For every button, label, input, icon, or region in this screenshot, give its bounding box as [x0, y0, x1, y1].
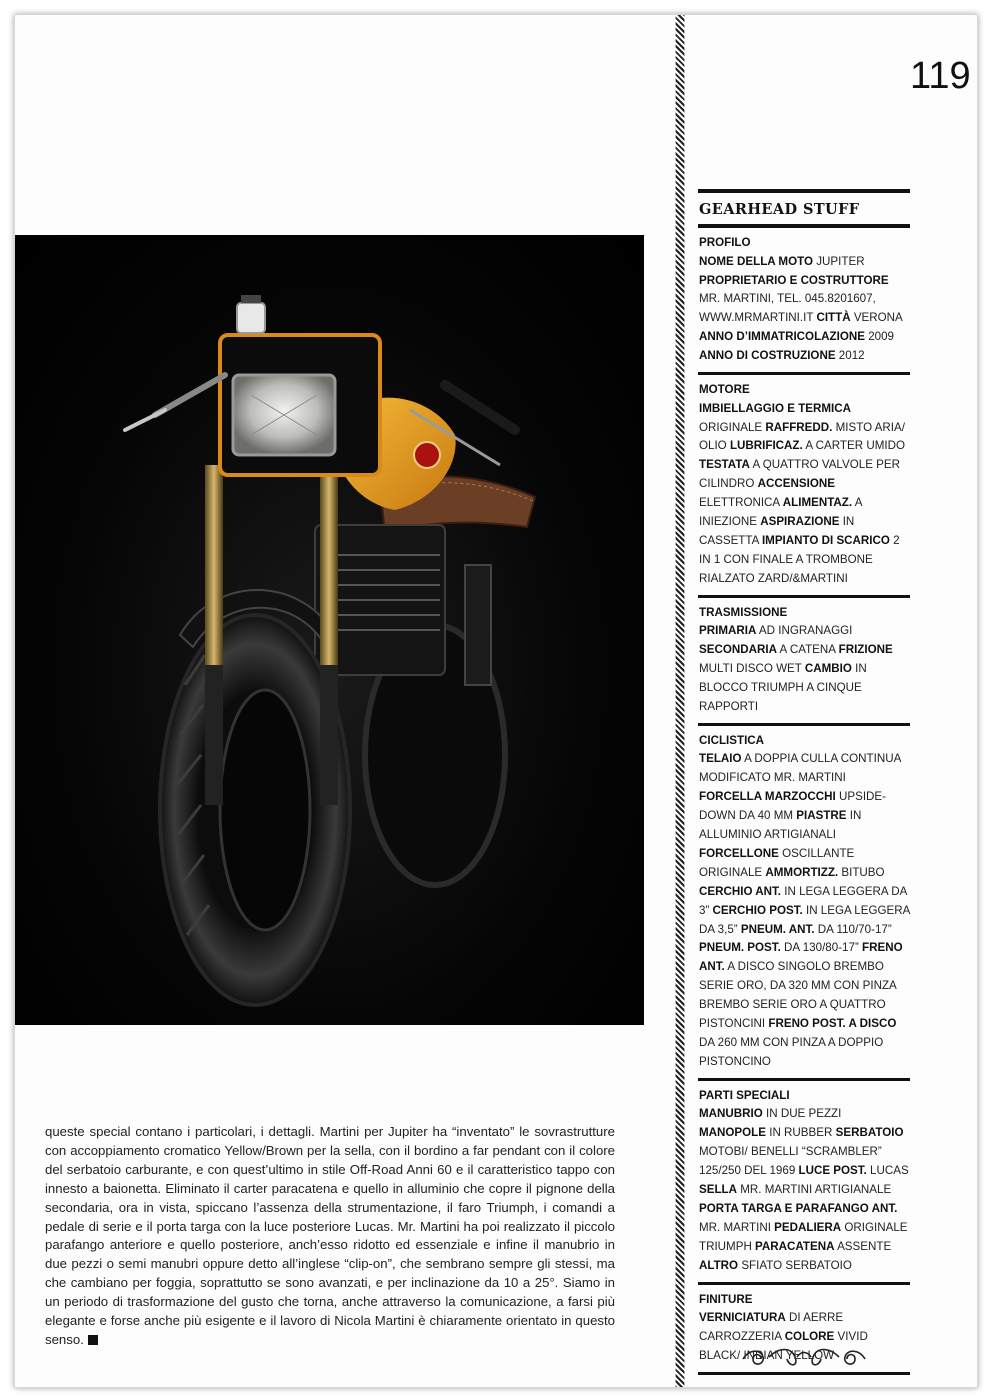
- spec-label: TELAIO: [699, 752, 742, 766]
- spec-label: RAFFREDD.: [765, 420, 833, 434]
- spec-label: LUCE POST.: [798, 1164, 867, 1178]
- spec-value: A CARTER UMIDO: [805, 439, 905, 453]
- spec-value: BITUBO: [841, 865, 885, 879]
- spec-value: IN BLOCCO TRIUMPH A CINQUE RAPPORTI: [699, 662, 867, 713]
- ornament-flourish-icon: [739, 1345, 869, 1369]
- spec-label: ACCENSIONE: [757, 477, 835, 491]
- spec-label: MANOPOLE: [699, 1126, 766, 1140]
- spec-section: [698, 598, 910, 717]
- spec-section-title: CICLISTICA: [699, 733, 765, 747]
- spec-value: A DISCO SINGOLO BREMBO SERIE ORO, DA 320 MM CON PINZA BREMBO SERIE ORO A QUATTRO PISTONCINI: [699, 960, 897, 1031]
- spec-label: CERCHIO POST.: [712, 903, 803, 917]
- sidebar-title: GEARHEAD STUFF: [699, 201, 860, 218]
- spec-value: MULTI DISCO WET: [699, 662, 802, 676]
- spec-label: PORTA TARGA E PARAFANGO ANT.: [699, 1201, 898, 1215]
- spec-value: DI AERRE CARROZZERIA: [699, 1311, 844, 1344]
- spec-label: FORCELLA MARZOCCHI: [699, 790, 836, 804]
- spec-label: IMBIELLAGGIO E TERMICA: [699, 401, 852, 415]
- spec-label: PNEUM. POST.: [699, 941, 781, 955]
- spec-label: ANNO D’IMMATRICOLAZIONE: [699, 330, 865, 344]
- spec-label: SECONDARIA: [699, 643, 777, 657]
- spec-label: LUBRIFICAZ.: [729, 439, 803, 453]
- spec-value: 2 IN 1 CON FINALE A TROMBONE RIALZATO ZARD/&MARTINI: [699, 533, 900, 585]
- spec-value: DA 130/80-17”: [784, 941, 859, 955]
- spec-label: CAMBIO: [804, 662, 852, 676]
- spec-section-body: [699, 253, 910, 366]
- spec-section-body: [699, 750, 910, 1071]
- spec-value: A CATENA: [779, 643, 836, 657]
- article-body: [45, 1123, 615, 1350]
- spec-label: CITTÀ: [816, 311, 851, 325]
- page-number: 119: [910, 55, 971, 97]
- spec-value: IN CASSETTA: [699, 515, 855, 547]
- spec-value: VERONA: [853, 311, 903, 325]
- spec-value: A INIEZIONE: [699, 496, 862, 529]
- motorcycle-photo: [15, 235, 644, 1025]
- spec-label: PEDALIERA: [774, 1220, 842, 1234]
- spec-value: LUCAS: [870, 1164, 909, 1178]
- spec-value: MR. MARTINI, TEL. 045.8201607, WWW.MRMARTINI.IT: [699, 292, 876, 325]
- spec-value: MR. MARTINI ARTIGIANALE: [740, 1183, 892, 1197]
- spec-section-body: [699, 1105, 910, 1275]
- spec-label: PRIMARIA: [699, 624, 757, 638]
- zigzag-binding-divider: [669, 15, 691, 1387]
- spec-label: PNEUM. ANT.: [740, 922, 815, 936]
- spec-value: 2012: [838, 349, 865, 363]
- gearhead-stuff-box: [698, 189, 910, 1375]
- spec-label: COLORE: [784, 1330, 835, 1344]
- spec-label: FRIZIONE: [838, 643, 893, 657]
- spec-label: PARACATENA: [755, 1239, 835, 1253]
- spec-label: ALTRO: [699, 1258, 739, 1272]
- spec-label: PROPRIETARIO E COSTRUTTORE: [699, 273, 889, 287]
- spec-label: TESTATA: [699, 458, 750, 472]
- spec-value: ASSENTE: [837, 1239, 892, 1253]
- article-paragraph: queste special contano i particolari, i dettagli. Martini per Jupiter ha “inventato” le sovrastrutture con accoppiamento cromatico Yellow/Brown per la sella, con il bordino a far pendant con il colore del serbatoio carburante, e con quest’ultimo in stile Off-Road Anni 60 e il caratteristico tappo con innesto a baionetta. Eliminato il carter paracatena e quello in alluminio che copre il pignone della secondaria, ora in vista, spiccano l’assenza della strumentazione, il faro Triumph, i comandi a pedale di serie e il porta targa con la luce posteriore Lucas. Mr. Martini ha poi realizzato il piccolo parafango anteriore e quello posteriore, anch’esso ridotto ed essenziale e infine il manubrio in due pezzi o semi manubri oppure detto all’inglese “clip-on”, che sembrano sempre gli stessi, ma che cambiano per foggia, soprattutto se sono avanzati, e per inclinazione da 10 a 25°. Siamo in un periodo di trasformazione del gusto che torna, anche attraverso la comunicazione, a farsi più elegante e forse anche più esigente e il lavoro di Nicola Martini è chiaramente orientato in questo senso.: [45, 1124, 615, 1347]
- sidebar-bottom-rule: [698, 1372, 910, 1375]
- magazine-page: [14, 14, 978, 1388]
- spec-value: VIVID BLACK/ INDIAN YELLOW: [699, 1330, 868, 1362]
- spec-label: AMMORTIZZ.: [765, 865, 839, 879]
- spec-value: IN LEGA LEGGERA DA 3”: [699, 884, 907, 917]
- spec-label: PIASTRE: [796, 809, 847, 823]
- spec-section-title: FINITURE: [699, 1292, 753, 1306]
- spec-value: IN DUE PEZZI: [766, 1107, 842, 1121]
- spec-value: ORIGINALE: [699, 420, 763, 434]
- spec-value: IN RUBBER: [769, 1126, 833, 1140]
- spec-label: ALIMENTAZ.: [782, 496, 853, 510]
- spec-section-title: PROFILO: [699, 236, 751, 249]
- spec-label: MANUBRIO: [699, 1107, 763, 1121]
- spec-section-title: PARTI SPECIALI: [699, 1088, 790, 1102]
- spec-value: 2009: [868, 330, 894, 344]
- spec-value: OSCILLANTE ORIGINALE: [699, 846, 855, 879]
- spec-value: IN LEGA LEGGERA DA 3,5”: [699, 903, 910, 936]
- spec-value: DA 110/70-17”: [817, 922, 892, 936]
- spec-value: MR. MARTINI: [699, 1220, 771, 1234]
- spec-label: CERCHIO ANT.: [699, 884, 782, 898]
- spec-label: FRENO POST. A DISCO: [768, 1017, 897, 1031]
- spec-value: JUPITER: [816, 254, 865, 268]
- spec-label: ASPIRAZIONE: [760, 515, 840, 529]
- spec-section: [698, 375, 910, 589]
- spec-section-title: MOTORE: [699, 383, 750, 397]
- spec-section: [698, 726, 910, 1072]
- spec-value: SFIATO SERBATOIO: [741, 1258, 852, 1272]
- spec-value: IN ALLUMINIO ARTIGIANALI: [699, 809, 862, 842]
- spec-value: AD INGRANAGGI: [758, 624, 853, 638]
- spec-section-body: [699, 622, 910, 717]
- spec-value: UPSIDE-DOWN DA 40 MM: [699, 790, 887, 823]
- spec-value: MISTO ARIA/ OLIO: [699, 420, 905, 453]
- spec-sections: [698, 224, 910, 1375]
- spec-section-body: [699, 400, 910, 589]
- spec-label: NOME DELLA MOTO: [699, 254, 814, 268]
- spec-label: FRENO ANT.: [699, 941, 903, 974]
- spec-label: VERNICIATURA: [699, 1311, 786, 1325]
- spec-section: [698, 228, 910, 366]
- spec-label: IMPIANTO DI SCARICO: [761, 533, 890, 547]
- spec-section: [698, 1081, 910, 1276]
- spec-label: SELLA: [699, 1183, 738, 1197]
- spec-label: FORCELLONE: [699, 846, 779, 860]
- spec-section-title: TRASMISSIONE: [699, 605, 788, 619]
- spec-value: DA 260 MM CON PINZA A DOPPIO PISTONCINO: [699, 1036, 884, 1068]
- spec-value: ELETTRONICA: [699, 496, 780, 510]
- spec-value: A DOPPIA CULLA CONTINUA MODIFICATO MR. MARTINI: [699, 752, 901, 785]
- spec-value: MOTOBI/ BENELLI “SCRAMBLER” 125/250 DEL 1969: [699, 1145, 882, 1178]
- spec-label: SERBATOIO: [835, 1126, 904, 1140]
- end-of-article-mark: [88, 1335, 98, 1345]
- spec-label: ANNO DI COSTRUZIONE: [699, 349, 836, 363]
- spec-value: ORIGINALE TRIUMPH: [699, 1220, 908, 1253]
- motorcycle-illustration: [15, 235, 644, 1025]
- spec-value: A QUATTRO VALVOLE PER CILINDRO: [699, 458, 901, 491]
